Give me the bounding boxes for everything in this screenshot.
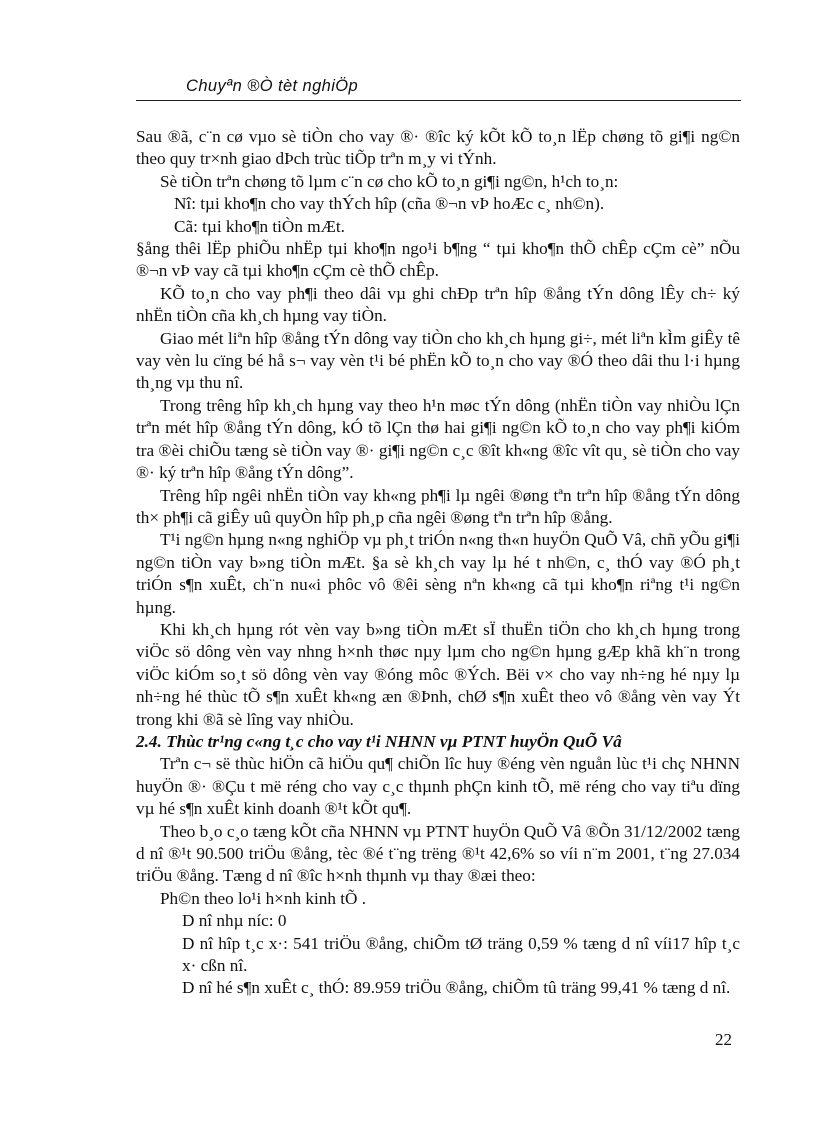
paragraph: Khi kh¸ch hµng rót vèn vay b»ng tiÒn mÆt sÏ thuËn tiÖn cho kh¸ch hµng trong viÖc sö dông vèn vay nhng h×nh thøc nµy lµm cho ng©n hµng gÆp khã kh¨n trong viÖc kiÓm so¸t sö dông vèn vay ®óng môc ®Ých. Bëi v× cho vay nh÷ng hé nµy lµ nh÷ng hé thùc tÕ s¶n xuÊt kh«ng æn ®Þnh, chØ s¶n xuÊt theo vô ®ång vèn vay Ýt trong khi ®ã sè lîng vay nhiÒu. xyxy=(136,619,740,729)
paragraph: Trªn c¬ së thùc hiÖn cã hiÖu qu¶ chiÕn lîc huy ®éng vèn nguån lùc t¹i chç NHNN huyÖn ®· ®Çu t më réng cho vay c¸c thµnh phÇn kinh tÕ, më réng cho vay tiªu dïng vµ hé s¶n xuÊt kinh doanh ®¹t kÕt qu¶. xyxy=(136,754,740,819)
paragraph: Trong trêng hîp kh¸ch hµng vay theo h¹n møc tÝn dông (nhËn tiÒn vay nhiÒu lÇn trªn mét hîp ®ång tÝn dông, kÓ tõ lÇn thø hai gi¶i ng©n kÕ to¸n cho vay ph¶i kiÓm tra ®èi chiÕu tæng sè tiÒn vay ®· gi¶i ng©n c¸c ®ît kh«ng ®îc vît qu¸ sè tiÒn cho vay ®· ký trªn hîp ®ång tÝn dông”. xyxy=(136,395,740,483)
paragraph: §ång thêi lËp phiÕu nhËp tµi kho¶n ngo¹i b¶ng “ tµi kho¶n thÕ chÊp cÇm cè” nÕu ®¬n vÞ vay cã tµi kho¶n cÇm cè thÕ chÊp. xyxy=(136,239,740,281)
paragraph: Sè tiÒn trªn chøng tõ lµm c¨n cø cho kÕ to¸n gi¶i ng©n, h¹ch to¸n: xyxy=(160,171,619,191)
running-header xyxy=(136,74,741,101)
paragraph: Cã: tµi kho¶n tiÒn mÆt. xyxy=(174,216,345,236)
list-item: D nî hé s¶n xuÊt c¸ thÓ: 89.959 triÖu ®ång, chiÕm tû träng 99,41 % tæng d nî. xyxy=(182,978,731,998)
paragraph: Sau ®ã, c¨n cø vµo sè tiÒn cho vay ®· ®îc ký kÕt kÕ to¸n lËp chøng tõ gi¶i ng©n theo quy tr×nh giao dÞch trùc tiÕp trªn m¸y vi tÝnh. xyxy=(136,127,740,169)
section-heading: 2.4. Thùc tr¹ng c«ng t¸c cho vay t¹i NHNN vµ PTNT huyÖn QuÕ Vâ xyxy=(136,731,622,751)
list-item: D nî nhµ níc: 0 xyxy=(182,911,287,931)
page-number: 22 xyxy=(715,1030,732,1049)
paragraph: Nî: tµi kho¶n cho vay thÝch hîp (cña ®¬n vÞ hoÆc c¸ nh©n). xyxy=(174,194,605,214)
header-title: Chuyªn ®Ò tèt nghiÖp xyxy=(186,77,359,95)
paragraph: Theo b¸o c¸o tæng kÕt cña NHNN vµ PTNT huyÖn QuÕ Vâ ®Õn 31/12/2002 tæng d nî ®¹t 90.500 triÖu ®ång, tèc ®é t¨ng trëng ®¹t 42,6% so víi n¨m 2001, t¨ng 27.034 triÖu ®ång. Tæng d nî ®îc h×nh thµnh vµ thay ®æi theo: xyxy=(136,821,740,886)
paragraph: T¹i ng©n hµng n«ng nghiÖp vµ ph¸t triÓn n«ng th«n huyÖn QuÕ Vâ, chñ yÕu gi¶i ng©n tiÒn vay b»ng tiÒn mÆt. §a sè kh¸ch vay lµ hé t nh©n, c¸ thÓ vay ®Ó ph¸t triÓn s¶n xuÊt, ch¨n nu«i phôc vô ®êi sèng nªn kh«ng cã tµi kho¶n riªng t¹i ng©n hµng. xyxy=(136,530,740,617)
document-body xyxy=(136,126,740,1000)
paragraph: Ph©n theo lo¹i h×nh kinh tÕ . xyxy=(160,888,366,908)
list-item: D nî hîp t¸c x·: 541 triÖu ®ång, chiÕm tØ träng 0,59 % tæng d nî víi17 hîp t¸c x· cßn nî. xyxy=(182,933,740,976)
paragraph: Giao mét liªn hîp ®ång tÝn dông vay tiÒn cho kh¸ch hµng gi÷, mét liªn kÌm giÊy tê vay vèn lu cïng bé hå s¬ vay vèn t¹i bé phËn kÕ to¸n cho vay ®Ó theo dâi thu l·i hµng th¸ng vµ thu nî. xyxy=(136,328,740,393)
paragraph: KÕ to¸n cho vay ph¶i theo dâi vµ ghi chÐp trªn hîp ®ång tÝn dông lÊy ch÷ ký nhËn tiÒn cña kh¸ch hµng vay tiÒn. xyxy=(136,283,740,326)
paragraph: Trêng hîp ngêi nhËn tiÒn vay kh«ng ph¶i lµ ngêi ®øng tªn trªn hîp ®ång tÝn dông th× ph¶i cã giÊy uû quyÒn hîp ph¸p cña ngêi ®øng tªn trªn hîp ®ång. xyxy=(136,485,740,527)
